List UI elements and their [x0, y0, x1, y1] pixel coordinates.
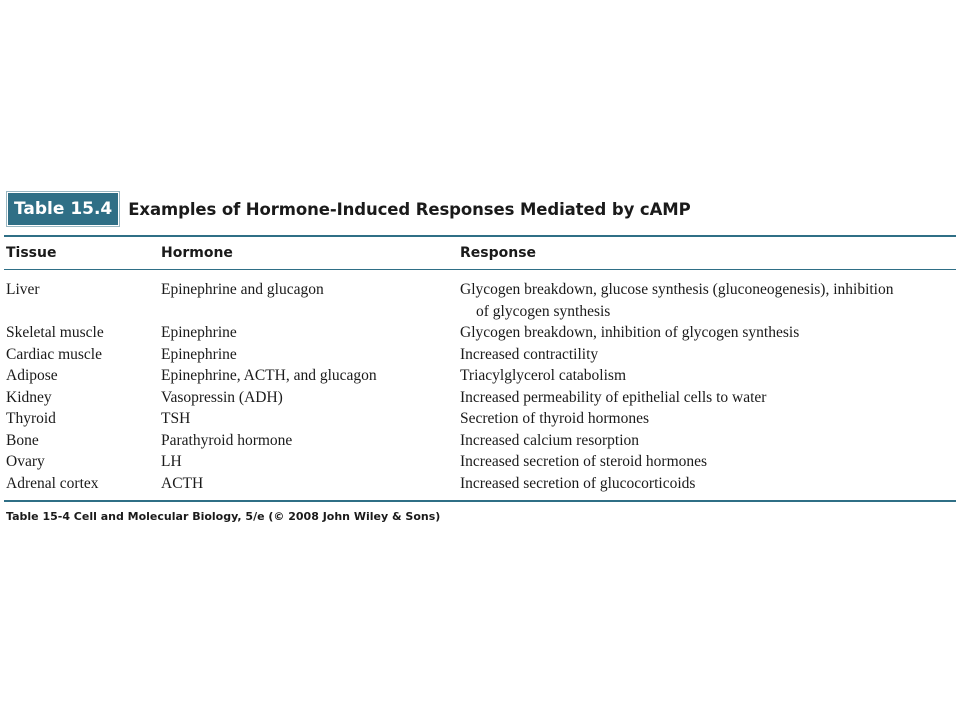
cell-tissue: Kidney: [6, 388, 52, 406]
cell-tissue: Cardiac muscle: [6, 345, 102, 363]
cell-tissue: Thyroid: [6, 410, 56, 427]
cell-hormone: TSH: [161, 410, 191, 427]
hormone-response-table: [4, 189, 956, 523]
header-tissue: Tissue: [6, 245, 57, 261]
table-title-row: [4, 189, 956, 229]
cell-tissue: Adrenal cortex: [6, 474, 99, 492]
table-row: [4, 473, 956, 495]
cell-response-text: Glycogen breakdown, glucose synthesis (gluconeogenesis), inhibition: [460, 281, 894, 298]
table-row: [4, 387, 956, 409]
table-row: [4, 322, 956, 344]
cell-response: [460, 279, 956, 322]
table-body: [4, 270, 956, 500]
cell-response: Increased secretion of steroid hormones: [460, 453, 708, 470]
table-row: [4, 430, 956, 452]
table-bottom-rule: [4, 500, 956, 502]
cell-response: Secretion of thyroid hormones: [460, 410, 649, 427]
cell-tissue: Ovary: [6, 453, 45, 470]
cell-hormone: Parathyroid hormone: [161, 431, 293, 449]
cell-hormone: ACTH: [161, 474, 204, 492]
cell-tissue: Adipose: [6, 367, 58, 384]
cell-hormone: Epinephrine, ACTH, and glucagon: [161, 367, 377, 384]
table-number-label: Table 15.4: [8, 193, 118, 225]
cell-tissue: Bone: [6, 431, 39, 449]
cell-response: Increased permeability of epithelial cells to water: [460, 388, 767, 406]
table-row: [4, 365, 956, 387]
cell-response-continuation: of glycogen synthesis: [476, 302, 611, 320]
header-hormone: Hormone: [161, 245, 233, 261]
cell-response: Glycogen breakdown, inhibition of glycogen synthesis: [460, 324, 800, 341]
cell-hormone: Epinephrine and glucagon: [161, 281, 324, 298]
cell-response: Triacylglycerol catabolism: [460, 367, 627, 384]
cell-hormone: Epinephrine: [161, 324, 237, 341]
cell-response: Increased contractility: [460, 345, 599, 363]
cell-tissue: Skeletal muscle: [6, 324, 104, 341]
table-header-row: [4, 237, 956, 269]
table-row: [4, 408, 956, 430]
cell-hormone: LH: [161, 453, 182, 470]
cell-response: Increased calcium resorption: [460, 431, 640, 449]
cell-tissue: Liver: [6, 281, 40, 298]
table-row: [4, 344, 956, 366]
header-response: Response: [460, 245, 537, 261]
table-row: [4, 451, 956, 473]
table-caption: Examples of Hormone-Induced Responses Mediated by cAMP: [128, 199, 691, 219]
cell-response: Increased secretion of glucocorticoids: [460, 474, 696, 492]
table-source-footer: Table 15-4 Cell and Molecular Biology, 5/e (© 2008 John Wiley & Sons): [6, 510, 441, 523]
cell-hormone: Epinephrine: [161, 345, 237, 363]
table-row: [4, 279, 956, 322]
cell-hormone: Vasopressin (ADH): [161, 388, 283, 406]
